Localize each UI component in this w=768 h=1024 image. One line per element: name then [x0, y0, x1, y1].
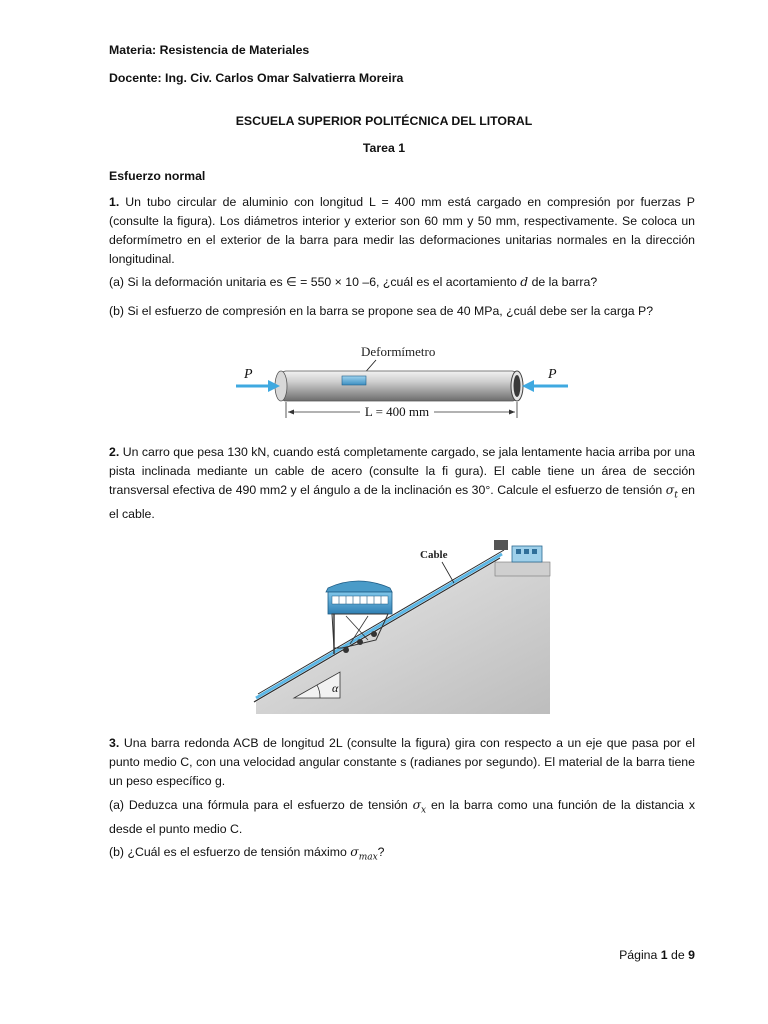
problem3-sigma-max: [350, 845, 378, 863]
length-label: L = 400 mm: [364, 404, 430, 419]
problem1-number: 1.: [109, 195, 120, 209]
dimension-arrow-left: [288, 410, 294, 415]
gauge-label: Deformímetro: [361, 344, 436, 359]
problem2-text: Un carro que pesa 130 kN, cuando está completamente cargado, se jala lentamente hacia arriba por una pista inclinada mediante un cable de acero (consulte la fi gura). El cable tiene un área de sección transversal efectiva de 490 mm2 y el ángulo a de la inclinación es 30°. Calcule el esfuerzo de tensión: [109, 445, 696, 497]
winch-window-2: [524, 549, 529, 554]
top-platform: [495, 562, 550, 576]
tube-body: [281, 371, 517, 401]
problem2-sigma: [665, 483, 678, 501]
problem2-sigma-symbol: σ: [665, 483, 675, 497]
right-load-arrow-head: [522, 380, 534, 392]
dimension-arrow-right: [509, 410, 515, 415]
problem3-part-b-text: (b) ¿Cuál es el esfuerzo de tensión máximo: [109, 845, 347, 859]
incline-figure: [250, 536, 560, 714]
car-wheel: [357, 639, 363, 645]
cable-leader-line: [442, 562, 454, 583]
school-title: ESCUELA SUPERIOR POLITÉCNICA DEL LITORAL: [235, 114, 533, 128]
left-load-label: P: [244, 367, 253, 382]
problem3-statement: [109, 734, 695, 791]
problem2-sigma-subscript: t: [674, 490, 678, 501]
incline-ground: [256, 562, 550, 714]
problem2-statement: [109, 443, 695, 524]
problem1-part-a-end: de la barra?: [531, 275, 598, 289]
page-current: 1: [660, 948, 668, 962]
assignment-title: Tarea 1: [362, 141, 406, 155]
problem1-part-b: (b) Si el esfuerzo de compresión en la barra se propone sea de 40 MPa, ¿cuál debe ser la carga P?: [109, 304, 654, 318]
problem3-sigma-max-symbol: σ: [350, 845, 359, 859]
tube-figure: [236, 340, 570, 425]
winch-window-3: [532, 549, 537, 554]
problem3-sigma-x: [412, 798, 427, 816]
problem3-part-b: [109, 843, 695, 867]
problem1-text: Un tubo circular de aluminio con longitud L = 400 mm está cargado en compresión por fuerzas P (consulte la figura). Los diámetros interior y exterior son 60 mm y 50 mm, respectivamente. Se coloca un deformímetro en el exterior de la barra para medir las deformaciones unitarias normales en la dirección longitudinal.: [109, 195, 695, 266]
problem1-part-a-text: (a) Si la deformación unitaria es ∈ = 550 × 10 –6, ¿cuál es el acortamiento: [109, 275, 517, 289]
subject-line: Materia: Resistencia de Materiales: [109, 43, 310, 57]
section-title: Esfuerzo normal: [109, 169, 206, 183]
winch-pulley: [494, 540, 508, 550]
tube-bore: [514, 375, 521, 397]
problem2-text-end: en el cable.: [109, 483, 696, 522]
car-roof: [326, 581, 392, 592]
problem3-number: 3.: [109, 736, 120, 750]
page-total: 9: [688, 948, 695, 962]
winch-window-1: [516, 549, 521, 554]
page-number: [619, 948, 695, 962]
angle-label: α: [332, 681, 339, 695]
strain-gauge: [342, 376, 366, 385]
problem3-sigma-x-subscript: x: [421, 805, 427, 816]
problem3-part-a-text: (a) Deduzca una fórmula para el esfuerzo de tensión: [109, 798, 408, 812]
right-load-label: P: [548, 367, 557, 382]
problem1-statement: [109, 193, 695, 269]
teacher-line: Docente: Ing. Civ. Carlos Omar Salvatierra Moreira: [109, 71, 404, 85]
problem1-part-a-symbol: d: [520, 275, 529, 289]
problem3-sigma-x-symbol: σ: [412, 798, 422, 812]
problem3-part-b-end: ?: [377, 845, 385, 859]
problem3-text: Una barra redonda ACB de longitud 2L (consulte la figura) gira con respecto a un eje que pasa por el punto medio C, con una velocidad angular constante s (radianes por segundo). El material de la barra tiene un peso específico g.: [109, 736, 695, 788]
page-of: de: [671, 948, 685, 962]
problem3-sigma-max-subscript: max: [358, 852, 378, 863]
car-wheel: [371, 631, 377, 637]
cable-label: Cable: [420, 549, 448, 561]
page-label: Página: [619, 948, 658, 962]
problem1-part-a: [109, 273, 695, 292]
problem3-part-a-end: en la barra como una función de la distancia x desde el punto medio C.: [109, 798, 695, 837]
problem2-number: 2.: [109, 445, 120, 459]
problem3-part-a: [109, 796, 695, 839]
car-wheel: [343, 647, 349, 653]
